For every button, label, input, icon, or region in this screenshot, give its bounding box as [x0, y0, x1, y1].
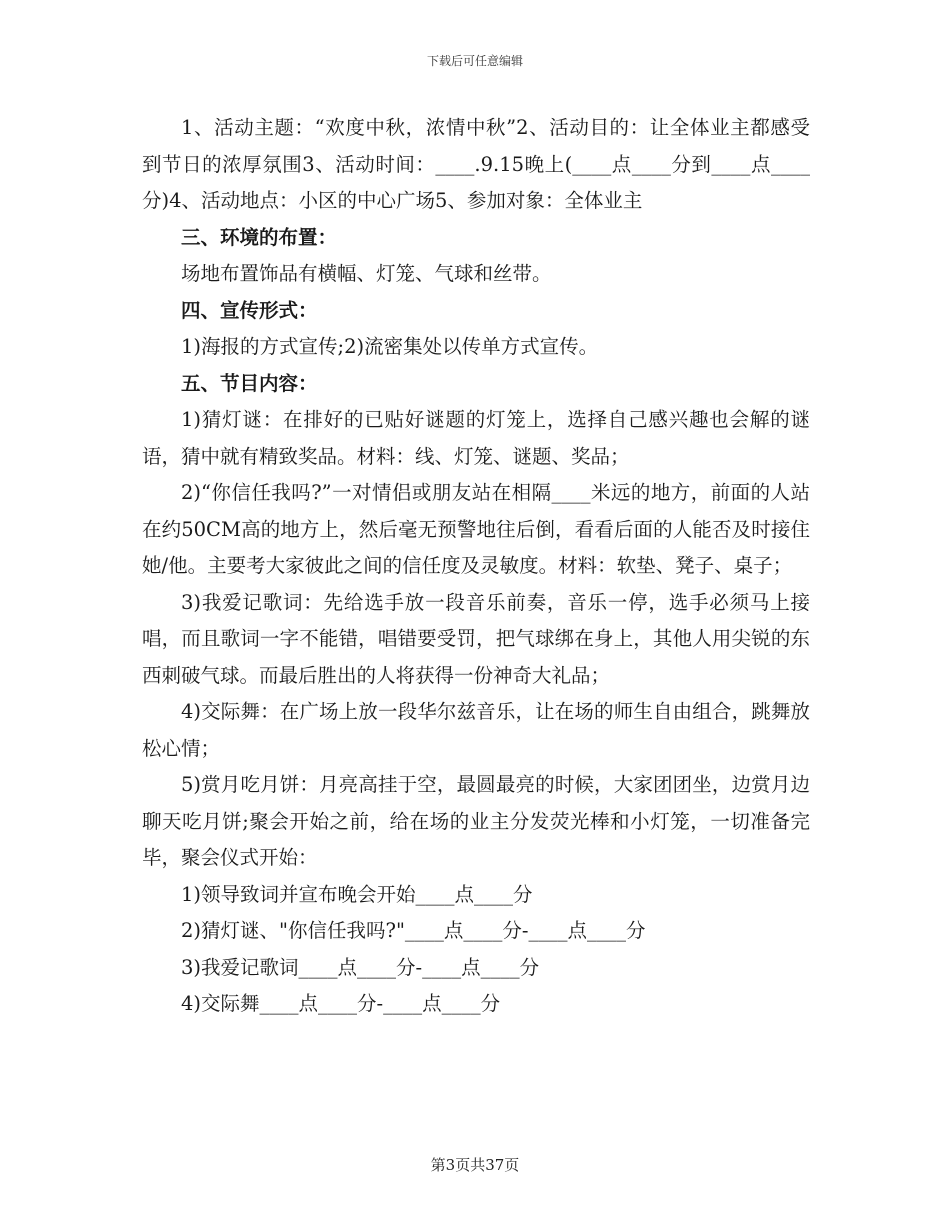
paragraph-lyrics-game: 3)我爱记歌词：先给选手放一段音乐前奏，音乐一停，选手必须马上接唱，而且歌词一字不能错，唱错要受罚，把气球绑在身上，其他人用尖锐的东西刺破气球。而最后胜出的人将获得一份神奇大礼品； [142, 590, 810, 687]
paragraph-trust-game: 2)“你信任我吗?”一对情侣或朋友站在相隔____米远的地方，前面的人站在约50CM高的地方上，然后毫无预警地往后倒，看看后面的人能否及时接住她/他。主要考大家彼此之间的信任度及灵敏度。材料：软垫、凳子、桌子； [142, 481, 810, 577]
paragraph-moon-cakes: 5)赏月吃月饼：月亮高挂于空，最圆最亮的时候，大家团团坐，边赏月边聊天吃月饼;聚会开始之前，给在场的业主分发荧光棒和小灯笼，一切准备完毕，聚会仪式开始： [142, 773, 810, 869]
section-heading-environment: 三、环境的布置： [181, 225, 338, 249]
schedule-item-opening: 1)领导致词并宣布晚会开始____点____分 [181, 882, 533, 906]
page-footer: 第3页共37页 [430, 1156, 520, 1174]
section-heading-promotion: 四、宣传形式： [181, 298, 318, 322]
paragraph-lantern-riddles: 1)猜灯谜：在排好的已贴好谜题的灯笼上，选择自己感兴趣也会解的谜语，猜中就有精致奖品。材料：线、灯笼、谜题、奖品； [142, 408, 810, 468]
paragraph-promotion: 1)海报的方式宣传;2)流密集处以传单方式宣传。 [181, 335, 599, 358]
document-body [142, 110, 810, 1023]
paragraph-activity-info: 1、活动主题：“欢度中秋，浓情中秋”2、活动目的：让全体业主都感受到节日的浓厚氛围3、活动时间：____.9.15晚上(____点____分到____点____分)4、活动地点：小区的中心广场5、参加对象：全体业主 [142, 116, 810, 212]
page-header: 下载后可任意编辑 [426, 54, 523, 68]
paragraph-ballroom-dance: 4)交际舞：在广场上放一段华尔兹音乐，让在场的师生自由组合，跳舞放松心情； [142, 700, 810, 760]
schedule-item-dance: 4)交际舞____点____分-____点____分 [181, 992, 501, 1015]
schedule-item-lyrics: 3)我爱记歌词____点____分-____点____分 [181, 955, 540, 979]
schedule-item-riddles-trust: 2)猜灯谜、"你信任我吗?"____点____分-____点____分 [181, 919, 646, 942]
section-heading-program: 五、节目内容： [181, 371, 318, 395]
paragraph-decoration: 场地布置饰品有横幅、灯笼、气球和丝带。 [181, 262, 552, 285]
